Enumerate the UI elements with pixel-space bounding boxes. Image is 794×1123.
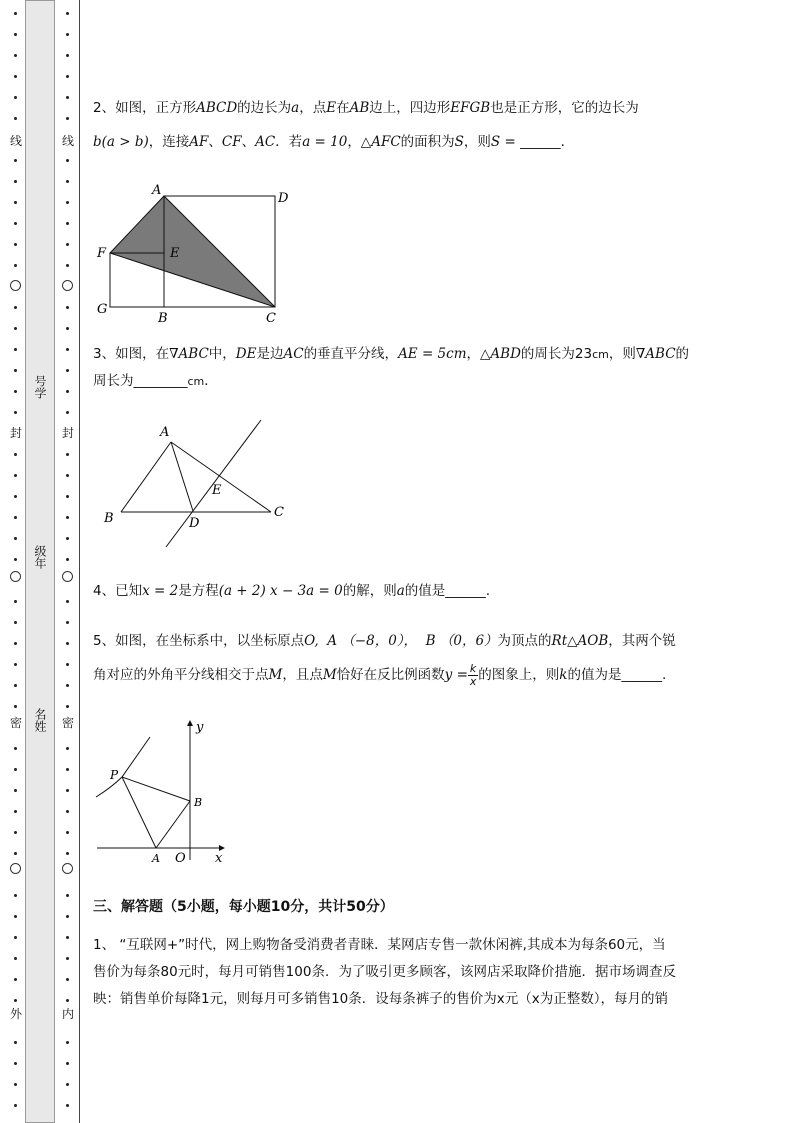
left-margin-circle: [10, 280, 21, 291]
right-margin-dot: [66, 306, 69, 309]
right-margin-dot: [66, 33, 69, 36]
left-margin-dot: [14, 516, 17, 519]
q3-side-ab: [121, 442, 171, 512]
left-margin-dot: [14, 894, 17, 897]
q2-text: 2、如图，正方形: [93, 100, 197, 116]
q3-math: DE: [235, 346, 257, 362]
q5-segment-ab: [156, 801, 190, 848]
left-margin-dot: [14, 201, 17, 204]
right-margin-dot: [66, 474, 69, 477]
right-margin-dot: [66, 684, 69, 687]
left-margin-dot: [14, 915, 17, 918]
question-4: [93, 574, 753, 608]
q5-math: Rt△AOB: [551, 633, 609, 649]
q2-text: 、: [208, 134, 222, 150]
q2-text: 、: [241, 134, 256, 150]
left-margin-dot: [14, 306, 17, 309]
q5-math: M: [268, 667, 283, 683]
left-margin-dot: [14, 495, 17, 498]
left-margin-dot: [14, 12, 17, 15]
q2-answer-blank: ______: [520, 134, 561, 150]
q4-text: 的解，则: [342, 583, 397, 599]
q3-math: AC: [283, 346, 304, 362]
right-margin-dot: [66, 201, 69, 204]
left-margin-dot: [14, 684, 17, 687]
left-margin-dot: [14, 789, 17, 792]
q3-text: ，△: [466, 346, 491, 362]
q2-text: ，则: [463, 134, 491, 150]
right-margin-dot: [66, 369, 69, 372]
q5-text: ，其两个锐: [608, 633, 676, 649]
figure-q2-squares: [94, 180, 294, 325]
q5-text: ，且点: [282, 667, 323, 683]
left-margin-dot: [14, 1104, 17, 1107]
left-margin-dot: [14, 852, 17, 855]
left-seal-mark: 封: [9, 426, 22, 440]
right-binding-dots: [60, 0, 76, 1123]
q2-math: a = 10: [302, 134, 348, 150]
q2-math: CF: [221, 134, 242, 150]
q3-label-c: C: [274, 505, 284, 520]
q3-label-d: D: [189, 516, 200, 531]
right-margin-dot: [66, 1104, 69, 1107]
question-5: [93, 624, 753, 692]
q2-label-e: E: [170, 246, 180, 261]
left-margin-dot: [14, 117, 17, 120]
q3-unit: cm: [187, 375, 205, 388]
q2-math: E: [326, 100, 337, 116]
s3-q1-line-3: 映：销售单价每降1元，则每月可多销售10条．设每条裤子的售价为x元（x为正整数），每月的销: [93, 991, 668, 1007]
q5-answer-blank: ______: [621, 667, 662, 683]
q2-math: EFGB: [450, 100, 491, 116]
left-margin-circle: [10, 863, 21, 874]
left-margin-dot: [14, 96, 17, 99]
q2-text: ．: [560, 134, 575, 150]
section-3-question-1: [93, 932, 753, 1013]
q2-math: AF: [189, 134, 209, 150]
left-margin-dot: [14, 642, 17, 645]
q4-math: a: [396, 583, 405, 599]
field-label-grade-text: 级年: [33, 545, 47, 569]
right-margin-dot: [66, 453, 69, 456]
right-margin-dot: [66, 789, 69, 792]
q2-text: ，点: [299, 100, 327, 116]
right-margin-dot: [66, 243, 69, 246]
q5-text: 的值为是: [567, 667, 622, 683]
q2-text: 边上，四边形: [369, 100, 451, 116]
q4-text: 的值是: [404, 583, 446, 599]
field-label-grade: [25, 545, 55, 574]
question-3: [93, 337, 753, 399]
q3-text: 3、如图，在: [93, 346, 170, 362]
q2-label-d: D: [278, 191, 289, 206]
q3-unit: cm: [592, 348, 609, 361]
left-margin-dot: [14, 264, 17, 267]
q3-text: 是边: [256, 346, 284, 362]
q2-math: S =: [490, 134, 521, 150]
binding-strip-edge: [79, 0, 80, 1123]
q5-text: 为顶点的: [497, 633, 552, 649]
right-margin-dot: [66, 327, 69, 330]
q5-point-b: B （0，6）: [425, 633, 498, 649]
q3-math: AE = 5cm: [398, 346, 467, 362]
left-margin-dot: [14, 999, 17, 1002]
q4-text: .: [485, 583, 491, 599]
left-margin-dot: [14, 180, 17, 183]
q2-math: b(a > b): [93, 134, 149, 150]
q2-text: ，△: [347, 134, 372, 150]
right-margin-dot: [66, 411, 69, 414]
section-3-title: 三、解答题（5小题，每小题10分，共计50分）: [93, 899, 394, 915]
left-margin-dot: [14, 663, 17, 666]
left-margin-dot: [14, 1062, 17, 1065]
q3-text: ．: [204, 373, 218, 389]
question-5-line-1: [93, 624, 753, 658]
field-label-student-id: [25, 375, 55, 404]
left-margin-dot: [14, 936, 17, 939]
q2-label-a: A: [152, 183, 162, 198]
left-margin-dot: [14, 411, 17, 414]
q5-text: 恰好在反比例函数: [336, 667, 445, 683]
s3-q1-line-1: 1、 “互联网+”时代，网上购物备受消费者青睐．某网店专售一款休闲裤,其成本为每条60元，当: [93, 937, 666, 953]
q5-label-x: x: [215, 851, 223, 866]
right-margin-dot: [66, 516, 69, 519]
q3-math: ∇ABC: [169, 346, 209, 362]
q2-math: AB: [349, 100, 370, 116]
left-seal-mark: 密: [9, 716, 22, 730]
left-margin-dot: [14, 1041, 17, 1044]
q3-label-b: B: [104, 511, 114, 526]
left-margin-dot: [14, 327, 17, 330]
q5-math: y =: [444, 667, 468, 683]
right-margin-dot: [66, 495, 69, 498]
q5-fraction: [468, 663, 478, 688]
q5-label-y: y: [196, 720, 204, 735]
q4-answer-blank: ______: [445, 583, 486, 599]
left-margin-circle: [10, 571, 21, 582]
field-label-student-id-text: 号学: [33, 375, 47, 399]
q5-math: M: [322, 667, 337, 683]
left-margin-dot: [14, 1083, 17, 1086]
q5-text: 角对应的外角平分线相交于点: [93, 667, 269, 683]
right-margin-dot: [66, 558, 69, 561]
q2-math: S: [454, 134, 464, 150]
left-margin-dot: [14, 369, 17, 372]
right-margin-dot: [66, 642, 69, 645]
left-seal-mark: 线: [9, 134, 22, 148]
q5-math: O,: [304, 633, 319, 649]
left-margin-dot: [14, 537, 17, 540]
right-margin-dot: [66, 96, 69, 99]
q2-math: ABCD: [196, 100, 238, 116]
left-seal-mark: 外: [9, 1007, 22, 1021]
left-margin-dot: [14, 75, 17, 78]
s3-q1-line-2: 售价为每条80元时，每月可销售100条．为了吸引更多顾客，该网店采取降价措施．据市场调查反: [93, 964, 676, 980]
right-margin-dot: [66, 54, 69, 57]
right-margin-dot: [66, 894, 69, 897]
right-margin-dot: [66, 663, 69, 666]
left-margin-dot: [14, 558, 17, 561]
right-margin-dot: [66, 621, 69, 624]
right-margin-dot: [66, 831, 69, 834]
right-margin-dot: [66, 768, 69, 771]
q5-hyperbola-curve: [96, 737, 150, 797]
q3-number: 23: [574, 346, 593, 362]
left-margin-dot: [14, 159, 17, 162]
right-seal-mark: 内: [61, 1007, 74, 1021]
left-margin-dot: [14, 810, 17, 813]
left-margin-dot: [14, 348, 17, 351]
q3-text: 的周长为: [520, 346, 575, 362]
q4-text: 4、已知: [93, 583, 143, 599]
q3-text: 中，: [208, 346, 236, 362]
q3-side-ac: [171, 442, 271, 512]
left-margin-dot: [14, 390, 17, 393]
figure-q5-coordinate: [92, 715, 242, 870]
q4-equation: (a + 2) x − 3a = 0: [218, 583, 343, 599]
q2-label-g: G: [97, 302, 108, 317]
left-margin-dot: [14, 705, 17, 708]
left-margin-dot: [14, 474, 17, 477]
q5-text: 的图象上，则: [478, 667, 560, 683]
q5-label-b: B: [194, 796, 203, 809]
q5-fraction-denominator: x: [469, 674, 477, 688]
right-margin-dot: [66, 117, 69, 120]
q2-math: AFC: [371, 134, 401, 150]
q3-math: ∇ABC: [635, 346, 676, 362]
left-margin-dot: [14, 600, 17, 603]
q3-segment-ad: [171, 442, 193, 511]
right-margin-dot: [66, 600, 69, 603]
right-margin-dot: [66, 1062, 69, 1065]
left-margin-dot: [14, 831, 17, 834]
right-margin-dot: [66, 75, 69, 78]
q2-text: ．若: [275, 134, 303, 150]
right-margin-dot: [66, 537, 69, 540]
q5-math: k: [559, 667, 568, 683]
left-margin-dot: [14, 243, 17, 246]
left-margin-dot: [14, 222, 17, 225]
right-margin-circle: [62, 280, 73, 291]
q5-text: 5、如图，在坐标系中，以坐标原点: [93, 633, 305, 649]
left-margin-dot: [14, 957, 17, 960]
right-seal-mark: 线: [61, 134, 74, 148]
figure-q3-triangle: [96, 412, 306, 557]
right-margin-dot: [66, 348, 69, 351]
left-margin-dot: [14, 768, 17, 771]
q5-fraction-numerator: k: [469, 661, 477, 675]
left-margin-dot: [14, 453, 17, 456]
q3-answer-blank: ________: [133, 373, 188, 389]
right-margin-dot: [66, 390, 69, 393]
q2-math: a: [291, 100, 300, 116]
left-binding-dots: [8, 0, 24, 1123]
q3-label-a: A: [160, 425, 170, 440]
question-5-line-2: [93, 658, 753, 692]
right-margin-dot: [66, 852, 69, 855]
right-margin-dot: [66, 705, 69, 708]
left-margin-dot: [14, 54, 17, 57]
right-seal-mark: 封: [61, 426, 74, 440]
q3-text: 周长为: [93, 373, 134, 389]
left-margin-dot: [14, 747, 17, 750]
q2-label-c: C: [266, 311, 276, 325]
right-margin-dot: [66, 978, 69, 981]
q3-text: 的垂直平分线，: [303, 346, 399, 362]
question-2-line-1: [93, 91, 753, 125]
left-margin-dot: [14, 621, 17, 624]
q2-label-f: F: [97, 246, 107, 261]
right-margin-dot: [66, 12, 69, 15]
q3-text: ，则: [608, 346, 636, 362]
field-label-name: [25, 708, 55, 737]
right-margin-dot: [66, 1041, 69, 1044]
q5-label-p: P: [110, 768, 119, 782]
right-margin-dot: [66, 915, 69, 918]
q2-shaded-triangle-afc: [110, 196, 275, 307]
right-margin-dot: [66, 936, 69, 939]
q5-text: .: [661, 667, 667, 683]
right-margin-dot: [66, 264, 69, 267]
field-label-name-text: 名姓: [33, 708, 47, 732]
right-margin-dot: [66, 810, 69, 813]
q2-text: 的边长为: [237, 100, 292, 116]
q3-label-e: E: [212, 483, 222, 498]
right-margin-dot: [66, 222, 69, 225]
left-margin-dot: [14, 978, 17, 981]
q3-math: ABD: [490, 346, 521, 362]
question-2-line-2: [93, 125, 753, 159]
q4-text: 是方程: [178, 583, 219, 599]
right-seal-mark: 密: [61, 716, 74, 730]
q2-math: AC: [255, 134, 276, 150]
q2-text: 也是正方形，它的边长为: [490, 100, 639, 116]
right-margin-circle: [62, 863, 73, 874]
q2-text: 的面积为: [400, 134, 455, 150]
q2-text: ，连接: [148, 134, 190, 150]
right-margin-circle: [62, 571, 73, 582]
right-margin-dot: [66, 159, 69, 162]
q2-label-b: B: [158, 311, 168, 325]
right-margin-dot: [66, 747, 69, 750]
question-2: [93, 91, 753, 159]
left-margin-dot: [14, 33, 17, 36]
q5-label-a: A: [152, 852, 160, 865]
right-margin-dot: [66, 999, 69, 1002]
right-margin-dot: [66, 180, 69, 183]
q3-text: 的: [675, 346, 690, 362]
q5-point-a: A （−8，0），: [327, 633, 418, 649]
right-margin-dot: [66, 957, 69, 960]
q5-label-o: O: [175, 851, 186, 866]
right-margin-dot: [66, 1083, 69, 1086]
q4-math: x = 2: [142, 583, 179, 599]
q2-text: 在: [336, 100, 350, 116]
